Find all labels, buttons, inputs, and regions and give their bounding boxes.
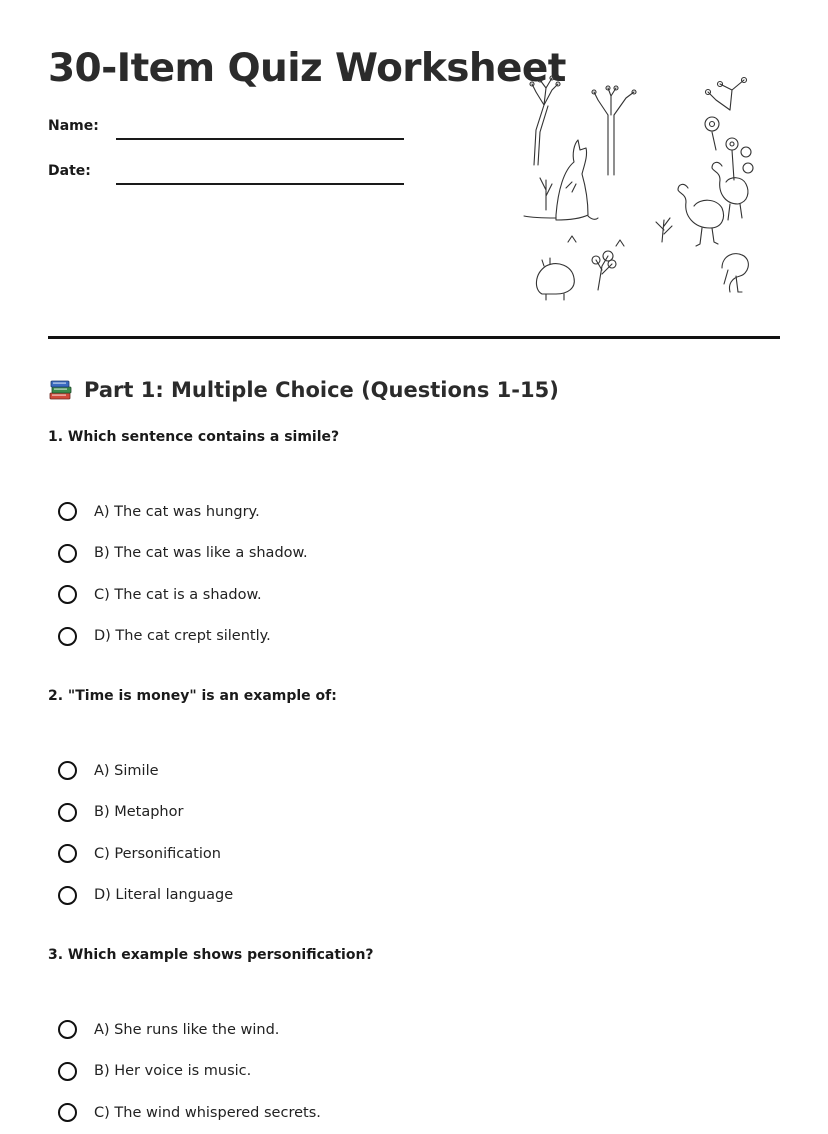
question-text: 1. Which sentence contains a simile? <box>48 429 340 445</box>
answer-options <box>48 750 788 916</box>
radio-button[interactable] <box>58 1062 77 1081</box>
option-label: A) Simile <box>94 762 159 779</box>
radio-button[interactable] <box>58 761 77 780</box>
date-blank-line[interactable] <box>116 183 404 185</box>
option-a[interactable] <box>58 1009 788 1051</box>
books-icon <box>48 377 74 403</box>
radio-button[interactable] <box>58 627 77 646</box>
radio-button[interactable] <box>58 844 77 863</box>
option-a[interactable] <box>58 491 788 533</box>
option-d[interactable] <box>58 875 788 917</box>
question-text: 2. "Time is money" is an example of: <box>48 688 337 704</box>
question-1 <box>48 429 788 657</box>
section-heading <box>48 375 559 405</box>
date-label: Date: <box>48 163 91 179</box>
name-blank-line[interactable] <box>116 138 404 140</box>
option-c[interactable] <box>58 833 788 875</box>
option-d[interactable] <box>58 616 788 658</box>
radio-button[interactable] <box>58 886 77 905</box>
radio-button[interactable] <box>58 585 77 604</box>
option-label: B) The cat was like a shadow. <box>94 545 308 562</box>
header-divider <box>48 336 780 339</box>
radio-button[interactable] <box>58 1020 77 1039</box>
australian-animals-illustration <box>516 70 766 302</box>
option-label: D) Literal language <box>94 887 234 904</box>
option-c[interactable] <box>58 574 788 616</box>
question-text: 3. Which example shows personification? <box>48 947 374 963</box>
radio-button[interactable] <box>58 544 77 563</box>
option-label: C) The wind whispered secrets. <box>94 1104 321 1121</box>
radio-button[interactable] <box>58 803 77 822</box>
option-b[interactable] <box>58 792 788 834</box>
option-label: B) Metaphor <box>94 804 184 821</box>
option-label: A) The cat was hungry. <box>94 503 260 520</box>
page-title: 30-Item Quiz Worksheet <box>48 46 566 91</box>
answer-options <box>48 1009 788 1134</box>
section-title: Part 1: Multiple Choice (Questions 1-15) <box>84 378 559 402</box>
question-3 <box>48 947 788 1134</box>
option-b[interactable] <box>58 533 788 575</box>
option-label: A) She runs like the wind. <box>94 1021 280 1038</box>
option-label: C) The cat is a shadow. <box>94 586 262 603</box>
radio-button[interactable] <box>58 502 77 521</box>
option-label: B) Her voice is music. <box>94 1063 252 1080</box>
radio-button[interactable] <box>58 1103 77 1122</box>
name-label: Name: <box>48 118 99 134</box>
option-label: D) The cat crept silently. <box>94 628 271 645</box>
option-a[interactable] <box>58 750 788 792</box>
option-b[interactable] <box>58 1051 788 1093</box>
answer-options <box>48 491 788 657</box>
question-2 <box>48 688 788 916</box>
option-label: C) Personification <box>94 845 221 862</box>
option-c[interactable] <box>58 1092 788 1134</box>
